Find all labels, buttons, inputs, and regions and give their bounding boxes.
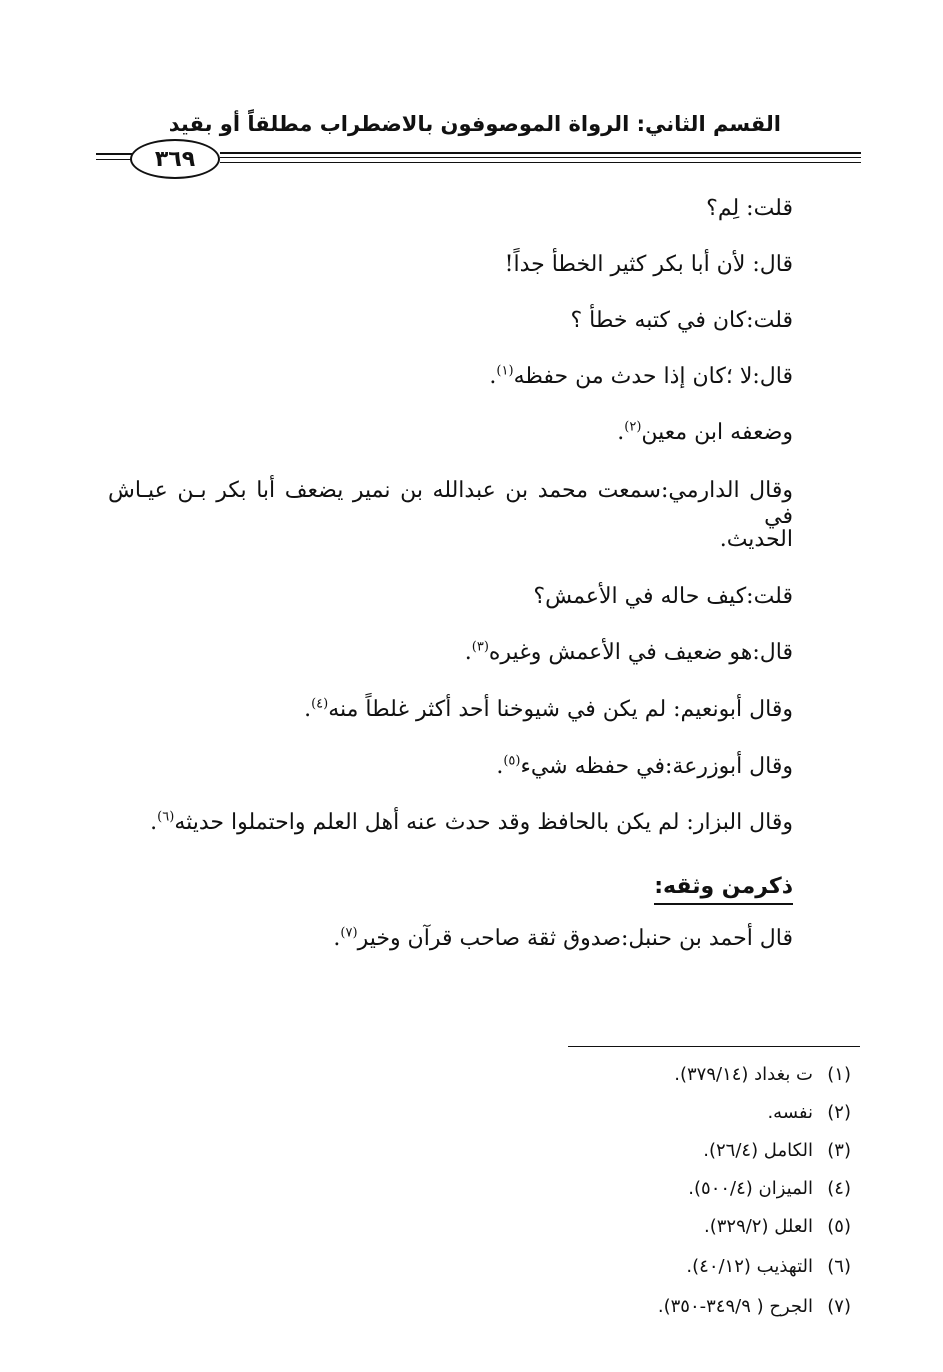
footnote (767, 1102, 851, 1123)
footnote-ref: (٢) (624, 419, 642, 435)
header-rule (220, 152, 861, 154)
body-line: قلت:كيف حاله في الأعمش؟ (533, 584, 793, 609)
body-line: قلت: لِم؟ (706, 196, 793, 221)
page-number: ٣٦٩ (130, 139, 220, 179)
footnote-number: (٧) (827, 1296, 851, 1317)
footnote-number: (٣) (827, 1140, 851, 1161)
footnote-number: (٢) (827, 1102, 851, 1123)
body-line: قال:لا ؛كان إذا حدث من حفظه$^{(١)}$. (489, 363, 793, 389)
footnote (658, 1296, 851, 1317)
footnote-ref: (٤) (311, 696, 329, 712)
footnote-number: (٤) (827, 1178, 851, 1199)
footnote-ref: (٣) (471, 639, 489, 655)
footnote-text: الميزان (٥٠٠/٤). (688, 1178, 813, 1199)
footnote-ref: (٥) (503, 753, 521, 769)
footnote-text: العلل (٣٢٩/٢). (703, 1216, 813, 1237)
footnote-ref: (١) (496, 363, 514, 379)
footnote-number: (٦) (827, 1256, 851, 1277)
footnote-number: (١) (827, 1064, 851, 1085)
footnote-ref: (٧) (340, 925, 358, 941)
body-line: وقال الدارمي:سمعت محمد بن عبدالله بن نمير يضعف أبا بكر بـن عيـاش في (108, 478, 793, 530)
footnote-separator (568, 1046, 860, 1047)
header-rule (220, 162, 861, 163)
footnote-number: (٥) (827, 1216, 851, 1237)
footnote-text: التهذيب (٤٠/١٢). (686, 1256, 813, 1277)
body-line: قال: لأن أبا بكر كثير الخطأ جداً! (504, 252, 793, 277)
body-line: قلت:كان في كتبه خطأ ؟ (570, 308, 793, 333)
header-rule-left (96, 153, 132, 155)
footnote (686, 1256, 851, 1277)
body-line: وقال أبونعيم: لم يكن في شيوخنا أحد أكثر غلطاً منه$^{(٤)}$. (304, 696, 793, 722)
body-line: الحديث. (719, 527, 793, 552)
body-line: وقال البزار: لم يكن بالحافظ وقد حدث عنه أهل العلم واحتملوا حديثه$^{(٦)}$. (150, 809, 793, 835)
footnote-ref: (٦) (157, 809, 175, 825)
header-rule-left (96, 159, 132, 160)
body-line: قال أحمد بن حنبل:صدوق ثقة صاحب قرآن وخير$^{(٧)}$. (333, 925, 793, 951)
body-line: قال:هو ضعيف في الأعمش وغيره$^{(٣)}$. (464, 639, 793, 665)
header-rule (220, 157, 861, 158)
footnote (674, 1064, 851, 1085)
footnote-text: نفسه. (767, 1102, 813, 1123)
footnote (703, 1140, 851, 1161)
footnote-text: الكامل (٢٦/٤). (703, 1140, 813, 1161)
body-line: وقال أبوزرعة:في حفظه شيء$^{(٥)}$. (496, 753, 793, 779)
footnote (704, 1216, 851, 1237)
footnote-text: ت بغداد (٣٧٩/١٤). (674, 1064, 813, 1085)
footnote-text: الجرح ( ٣٤٩/٩-٣٥٠). (657, 1296, 813, 1317)
section-heading: ذكرمن وثقه: (654, 874, 793, 905)
running-header-title: القسم الثاني: الرواة الموصوفون بالاضطراب مطلقاً أو بقيد (168, 112, 781, 136)
body-line: وضعفه ابن معين$^{(٢)}$. (617, 419, 793, 445)
footnote (688, 1178, 851, 1199)
